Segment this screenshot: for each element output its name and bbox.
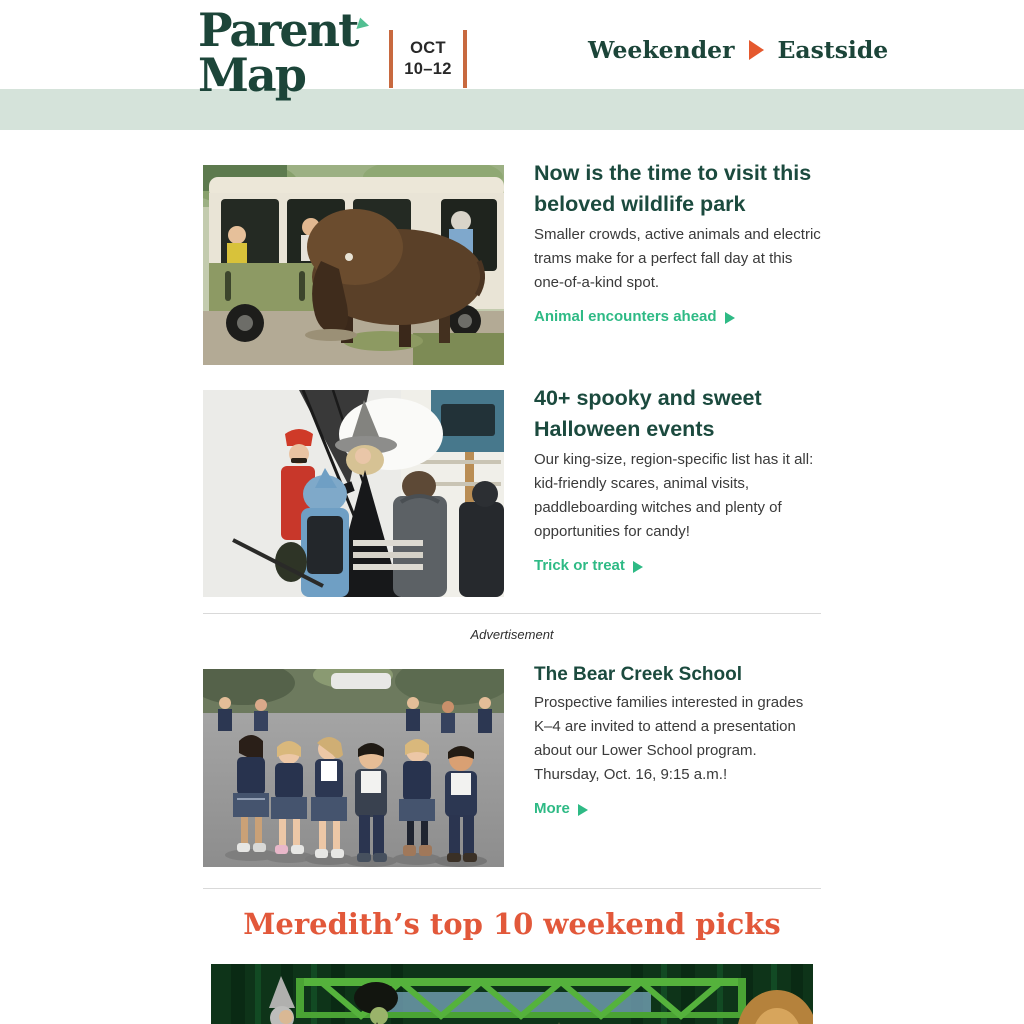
- ad-bear-creek-school: [203, 664, 821, 867]
- bear-creek-link-label: More: [534, 800, 570, 817]
- picks-photo[interactable]: [211, 964, 813, 1024]
- logo-text-parent: Parent: [198, 3, 358, 57]
- halloween-link[interactable]: [534, 557, 643, 574]
- date-right-bar: [463, 30, 467, 88]
- right-arrow-icon: [749, 40, 764, 60]
- bear-creek-text: [534, 662, 821, 867]
- right-arrow-icon: [578, 804, 588, 816]
- article-wildlife-park: [203, 161, 821, 365]
- date-range: 10–12: [404, 60, 452, 78]
- wildlife-park-link[interactable]: [534, 308, 735, 325]
- edition-weekender: Weekender: [588, 36, 735, 64]
- edition-title: [588, 36, 888, 64]
- wildlife-park-headline[interactable]: Now is the time to visit this beloved wildlife park: [534, 161, 812, 216]
- halloween-body: Our king-size, region-specific list has it all: kid-friendly scares, animal visits, paddleboarding witches and plenty of opportunities for candy!: [534, 451, 814, 540]
- bear-creek-link[interactable]: [534, 800, 588, 817]
- wildlife-park-link-label: Animal encounters ahead: [534, 308, 717, 325]
- right-arrow-icon: [725, 312, 735, 324]
- newsletter-content: [203, 161, 821, 1024]
- halloween-photo[interactable]: [203, 390, 504, 597]
- halloween-headline[interactable]: 40+ spooky and sweet Halloween events: [534, 386, 762, 441]
- header-mint-band: [0, 89, 1024, 130]
- date-badge: [389, 30, 467, 88]
- date-text: [393, 38, 463, 80]
- halloween-link-label: Trick or treat: [534, 557, 625, 574]
- wildlife-park-body: Smaller crowds, active animals and electric trams make for a perfect fall day at this one-of-a-kind spot.: [534, 226, 821, 291]
- header: [0, 0, 1024, 130]
- right-arrow-icon: [633, 561, 643, 573]
- bear-creek-photo[interactable]: [203, 669, 504, 867]
- halloween-text: [534, 383, 821, 597]
- section-divider: [203, 613, 821, 614]
- logo-accent-triangle-icon: [357, 18, 371, 33]
- edition-eastside: Eastside: [777, 36, 889, 64]
- picks-heading: Meredith’s top 10 weekend picks: [243, 907, 781, 941]
- article-halloween-events: [203, 386, 821, 597]
- bear-creek-headline[interactable]: The Bear Creek School: [534, 664, 743, 685]
- advertisement-label: Advertisement: [470, 627, 554, 642]
- parentmap-logo[interactable]: [198, 3, 358, 102]
- wildlife-park-text: [534, 158, 821, 365]
- logo-text-map: Map: [198, 48, 305, 102]
- date-month: OCT: [410, 39, 446, 57]
- wildlife-park-photo[interactable]: [203, 165, 504, 365]
- section-divider: [203, 888, 821, 889]
- bear-creek-body: Prospective families interested in grades K–4 are invited to attend a presentation about our Lower School program. Thursday, Oct. 16, 9:15 a.m.!: [534, 694, 804, 783]
